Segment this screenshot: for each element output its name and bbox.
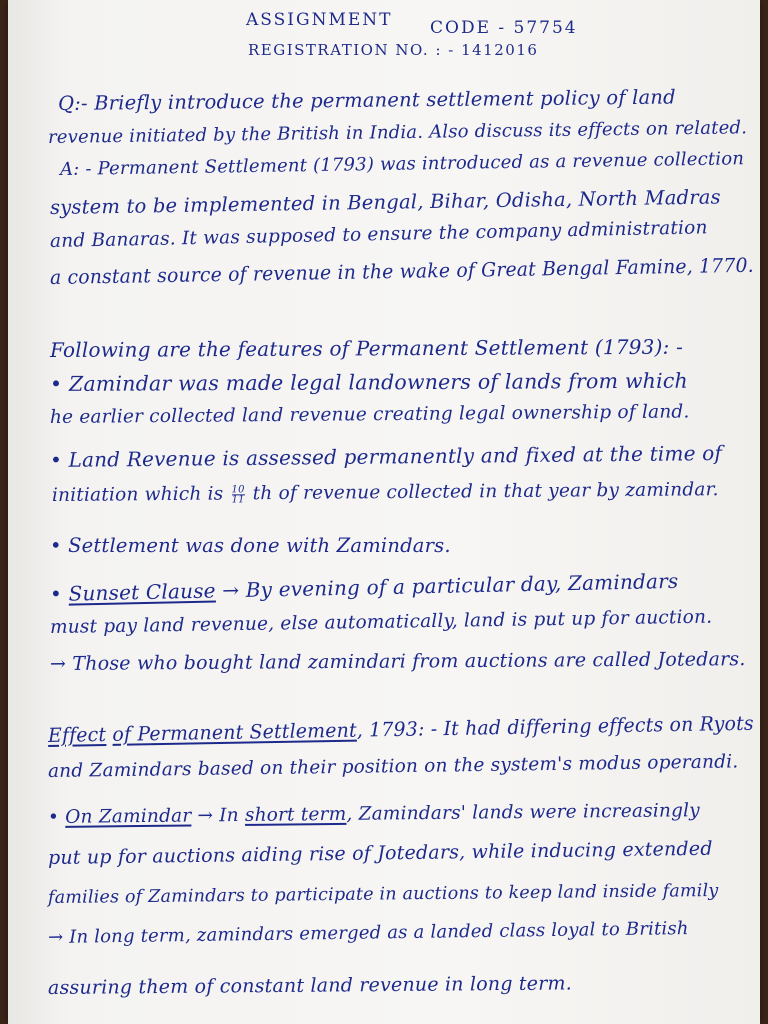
zamindar-line-5: assuring them of constant land revenue in long term. <box>47 972 572 999</box>
zamindar-line-1-rest: , Zamindars' lands were increasingly <box>346 800 700 825</box>
feature-2-line-2-end: th of revenue collected in that year by zamindar. <box>252 479 719 505</box>
zamindar-line-2: put up for auctions aiding rise of Jotedars, while inducing extended <box>47 837 713 869</box>
feature-2-line-2-start: initiation which is <box>51 483 224 506</box>
feature-4-line-1-rest: → By evening of a particular day, Zamindars <box>222 568 679 603</box>
feature-4-line-1 <box>50 569 679 606</box>
feature-2-line-1: • Land Revenue is assessed permanently and fixed at the time of <box>49 440 723 472</box>
zamindar-line-3: families of Zamindars to participate in auctions to keep land inside family <box>47 880 719 908</box>
sunset-clause-term: Sunset Clause <box>68 578 216 606</box>
question-line-2: revenue initiated by the British in India. Also discuss its effects on related. <box>47 117 748 148</box>
on-zamindar-term: On Zamindar <box>65 805 192 828</box>
fraction <box>231 485 244 504</box>
fraction-numerator: 10 <box>231 483 245 495</box>
fraction-denominator: 11 <box>231 493 245 505</box>
arrow-in: → In <box>197 805 239 827</box>
effects-line-1 <box>48 712 754 748</box>
feature-3: • Settlement was done with Zamindars. <box>50 534 451 557</box>
feature-1-line-1: • Zamindar was made legal landowners of lands from which <box>49 368 688 396</box>
effects-line-2: and Zamindars based on their position on the system's modus operandi. <box>47 751 739 782</box>
bullet: • <box>49 581 63 606</box>
notebook-page <box>8 0 760 1024</box>
effect-term: Effect <box>47 722 107 747</box>
feature-4-line-2: must pay land revenue, else automatically, land is put up for auction. <box>49 606 713 638</box>
feature-1-line-2: he earlier collected land revenue creating legal ownership of land. <box>49 401 690 428</box>
answer-line-3: and Banaras. It was supposed to ensure the company administration <box>49 217 708 252</box>
feature-2-line-2 <box>52 478 719 508</box>
effects-line-1-rest: , 1793: - It had differing effects on Ryots <box>356 711 754 742</box>
answer-line-1: A: - Permanent Settlement (1793) was introduced as a revenue collection <box>59 148 745 180</box>
registration-number: REGISTRATION NO. : - 1412016 <box>248 41 539 59</box>
zamindar-line-1 <box>48 799 700 830</box>
bullet: • <box>47 806 60 828</box>
feature-4-line-3: → Those who bought land zamindari from auctions are called Jotedars. <box>49 648 746 675</box>
features-heading: Following are the features of Permanent Settlement (1793): - <box>49 334 684 362</box>
permanent-settlement-term: of Permanent Settlement <box>112 718 357 746</box>
assignment-code: CODE - 57754 <box>430 18 578 38</box>
answer-line-2: system to be implemented in Bengal, Bihar, Odisha, North Madras <box>49 185 721 219</box>
question-line-1: Q:- Briefly introduce the permanent settlement policy of land <box>57 85 676 115</box>
short-term-term: short term <box>244 803 347 826</box>
zamindar-line-4: → In long term, zamindars emerged as a landed class loyal to British <box>47 918 689 948</box>
answer-line-4: a constant source of revenue in the wake of Great Bengal Famine, 1770. <box>49 253 754 289</box>
assignment-label: ASSIGNMENT <box>246 10 393 30</box>
